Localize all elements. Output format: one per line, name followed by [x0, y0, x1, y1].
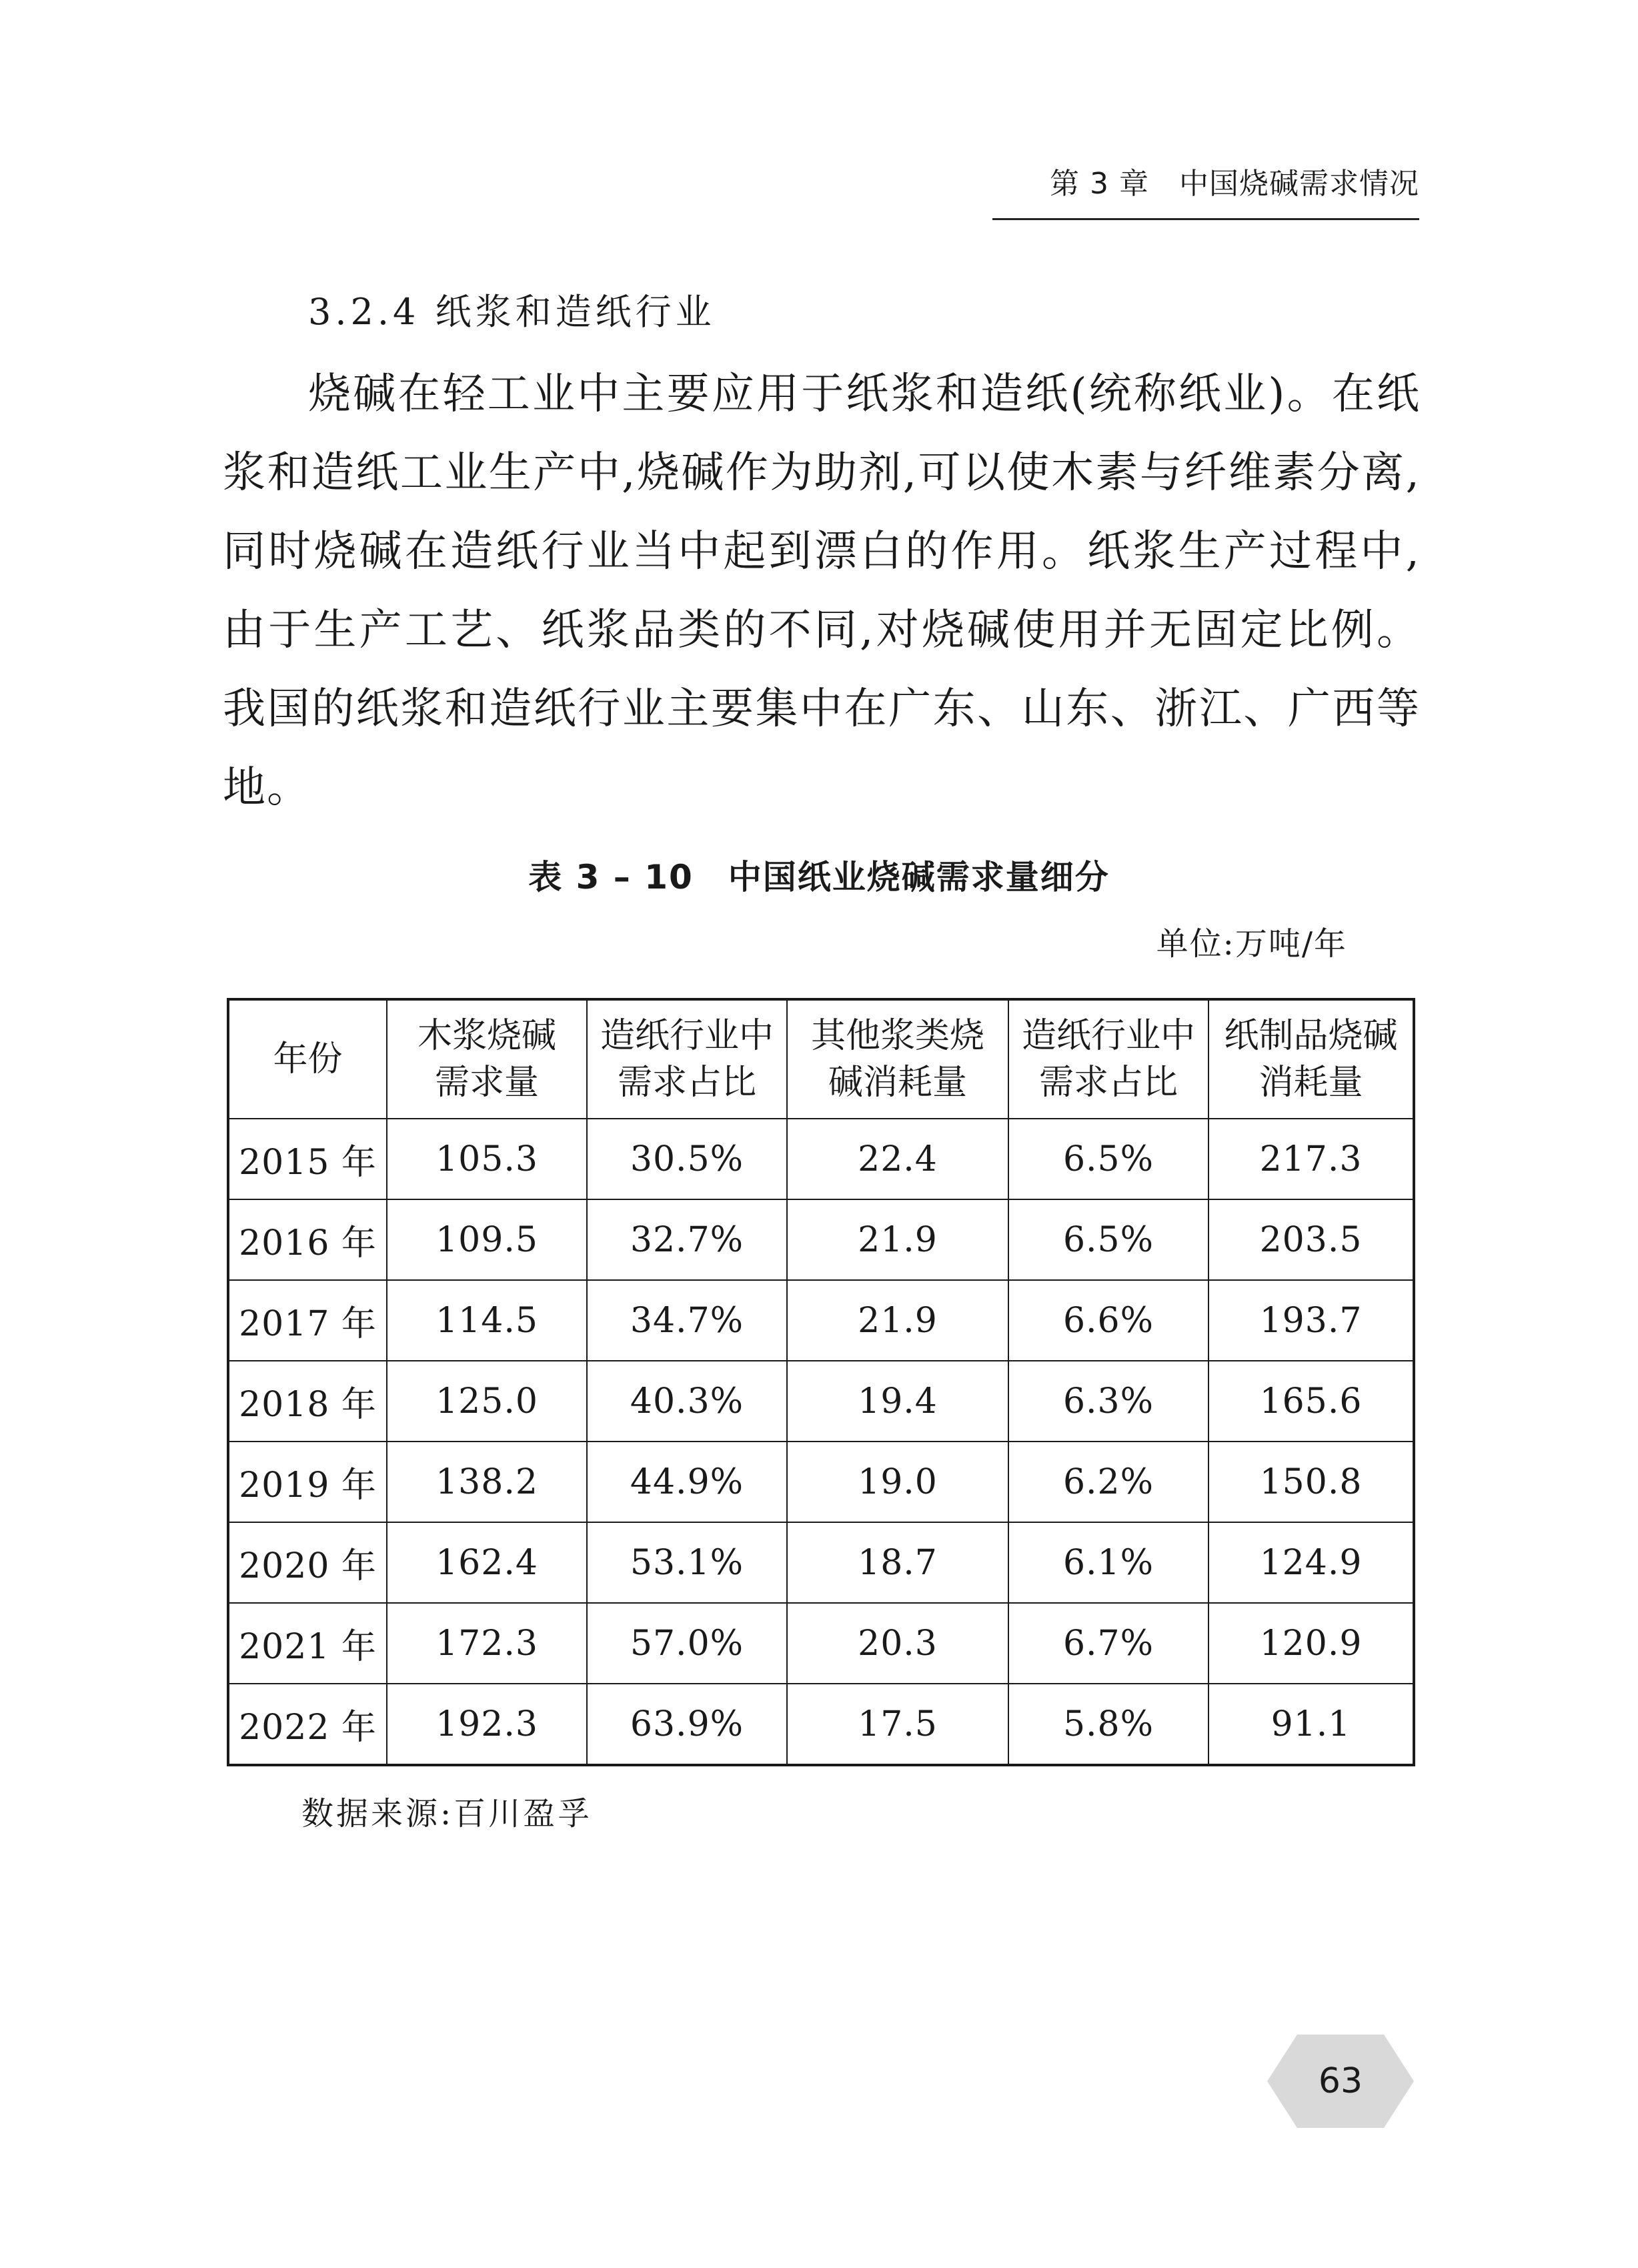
- table-cell: 5.8%: [1008, 1684, 1208, 1765]
- table-row: [228, 1119, 1414, 1199]
- table-row: [228, 1199, 1414, 1280]
- body-paragraph: 烧碱在轻工业中主要应用于纸浆和造纸(统称纸业)。在纸浆和造纸工业生产中,烧碱作为助剂,可以使木素与纤维素分离,同时烧碱在造纸行业当中起到漂白的作用。纸浆生产过程中,由于生产工艺、纸浆品类的不同,对烧碱使用并无固定比例。我国的纸浆和造纸行业主要集中在广东、山东、浙江、广西等地。: [223, 370, 1421, 812]
- table-cell: 44.9%: [587, 1442, 787, 1522]
- page-number: 63: [1318, 2061, 1363, 2101]
- table-cell: 2021 年: [228, 1603, 387, 1684]
- header-line-1: 造纸行业中: [600, 1016, 774, 1056]
- table-cell: 21.9: [787, 1280, 1008, 1361]
- running-header: [992, 164, 1419, 220]
- table-caption: 表 3 – 10 中国纸业烧碱需求量细分: [528, 858, 1110, 897]
- table-cell: 124.9: [1208, 1522, 1414, 1603]
- source-note: 数据来源:百川盈孚: [301, 1795, 593, 1832]
- table-cell: 150.8: [1208, 1442, 1414, 1522]
- table-cell: 105.3: [387, 1119, 587, 1199]
- table-cell: 165.6: [1208, 1361, 1414, 1442]
- table-cell: 30.5%: [587, 1119, 787, 1199]
- table-row: [228, 1280, 1414, 1361]
- table-header-row: [228, 999, 1414, 1119]
- table-cell: 22.4: [787, 1119, 1008, 1199]
- table-cell: 63.9%: [587, 1684, 787, 1765]
- header-year-line-1: 年份: [273, 1039, 343, 1079]
- table-cell: 2017 年: [228, 1280, 387, 1361]
- header-line-1: 纸制品烧碱: [1224, 1016, 1398, 1056]
- table-cell: 192.3: [387, 1684, 587, 1765]
- table-cell: 109.5: [387, 1199, 587, 1280]
- table-cell: 138.2: [387, 1442, 587, 1522]
- page-number-badge: [1267, 2035, 1414, 2128]
- header-year: [228, 999, 387, 1119]
- section-heading: 3.2.4 纸浆和造纸行业: [308, 291, 716, 333]
- table-cell: 6.5%: [1008, 1119, 1208, 1199]
- table-cell: 203.5: [1208, 1199, 1414, 1280]
- header-line-2: 需求量: [434, 1063, 539, 1103]
- header-other-pulp-consumption: [787, 999, 1008, 1119]
- table-row: [228, 1522, 1414, 1603]
- table-cell: 6.5%: [1008, 1199, 1208, 1280]
- table-cell: 53.1%: [587, 1522, 787, 1603]
- table-cell: 193.7: [1208, 1280, 1414, 1361]
- header-paper-products-consumption: [1208, 999, 1414, 1119]
- table-cell: 114.5: [387, 1280, 587, 1361]
- header-line-2: 消耗量: [1259, 1063, 1363, 1103]
- table-cell: 125.0: [387, 1361, 587, 1442]
- table-cell: 19.0: [787, 1442, 1008, 1522]
- table-cell: 32.7%: [587, 1199, 787, 1280]
- header-line-2: 需求占比: [1038, 1063, 1178, 1103]
- header-line-2: 需求占比: [617, 1063, 756, 1103]
- header-wood-pulp-share: [587, 999, 787, 1119]
- header-line-1: 其他浆类烧: [810, 1016, 984, 1056]
- table-cell: 17.5: [787, 1684, 1008, 1765]
- table-cell: 162.4: [387, 1522, 587, 1603]
- table-row: [228, 1361, 1414, 1442]
- table-cell: 21.9: [787, 1199, 1008, 1280]
- header-line-1: 造纸行业中: [1021, 1016, 1195, 1056]
- chapter-title: 第 3 章 中国烧碱需求情况: [1050, 167, 1419, 201]
- header-wood-pulp-demand: [387, 999, 587, 1119]
- table-cell: 172.3: [387, 1603, 587, 1684]
- table-cell: 6.2%: [1008, 1442, 1208, 1522]
- table-cell: 2022 年: [228, 1684, 387, 1765]
- header-line-2: 碱消耗量: [828, 1063, 967, 1103]
- table-cell: 2015 年: [228, 1119, 387, 1199]
- table-row: [228, 1603, 1414, 1684]
- table-cell: 6.1%: [1008, 1522, 1208, 1603]
- table-cell: 217.3: [1208, 1119, 1414, 1199]
- table-row: [228, 1442, 1414, 1522]
- table-cell: 2019 年: [228, 1442, 387, 1522]
- table-cell: 19.4: [787, 1361, 1008, 1442]
- table-cell: 34.7%: [587, 1280, 787, 1361]
- table-cell: 6.6%: [1008, 1280, 1208, 1361]
- table-cell: 20.3: [787, 1603, 1008, 1684]
- table-row: [228, 1684, 1414, 1765]
- table-cell: 6.7%: [1008, 1603, 1208, 1684]
- table-cell: 2018 年: [228, 1361, 387, 1442]
- table-cell: 18.7: [787, 1522, 1008, 1603]
- header-line-1: 木浆烧碱: [417, 1016, 556, 1056]
- table-cell: 120.9: [1208, 1603, 1414, 1684]
- table-cell: 2016 年: [228, 1199, 387, 1280]
- table-cell: 57.0%: [587, 1603, 787, 1684]
- table-unit: 单位:万吨/年: [1156, 925, 1347, 963]
- table-cell: 40.3%: [587, 1361, 787, 1442]
- data-table: [227, 998, 1415, 1766]
- table-cell: 91.1: [1208, 1684, 1414, 1765]
- table-cell: 6.3%: [1008, 1361, 1208, 1442]
- header-other-pulp-share: [1008, 999, 1208, 1119]
- table-cell: 2020 年: [228, 1522, 387, 1603]
